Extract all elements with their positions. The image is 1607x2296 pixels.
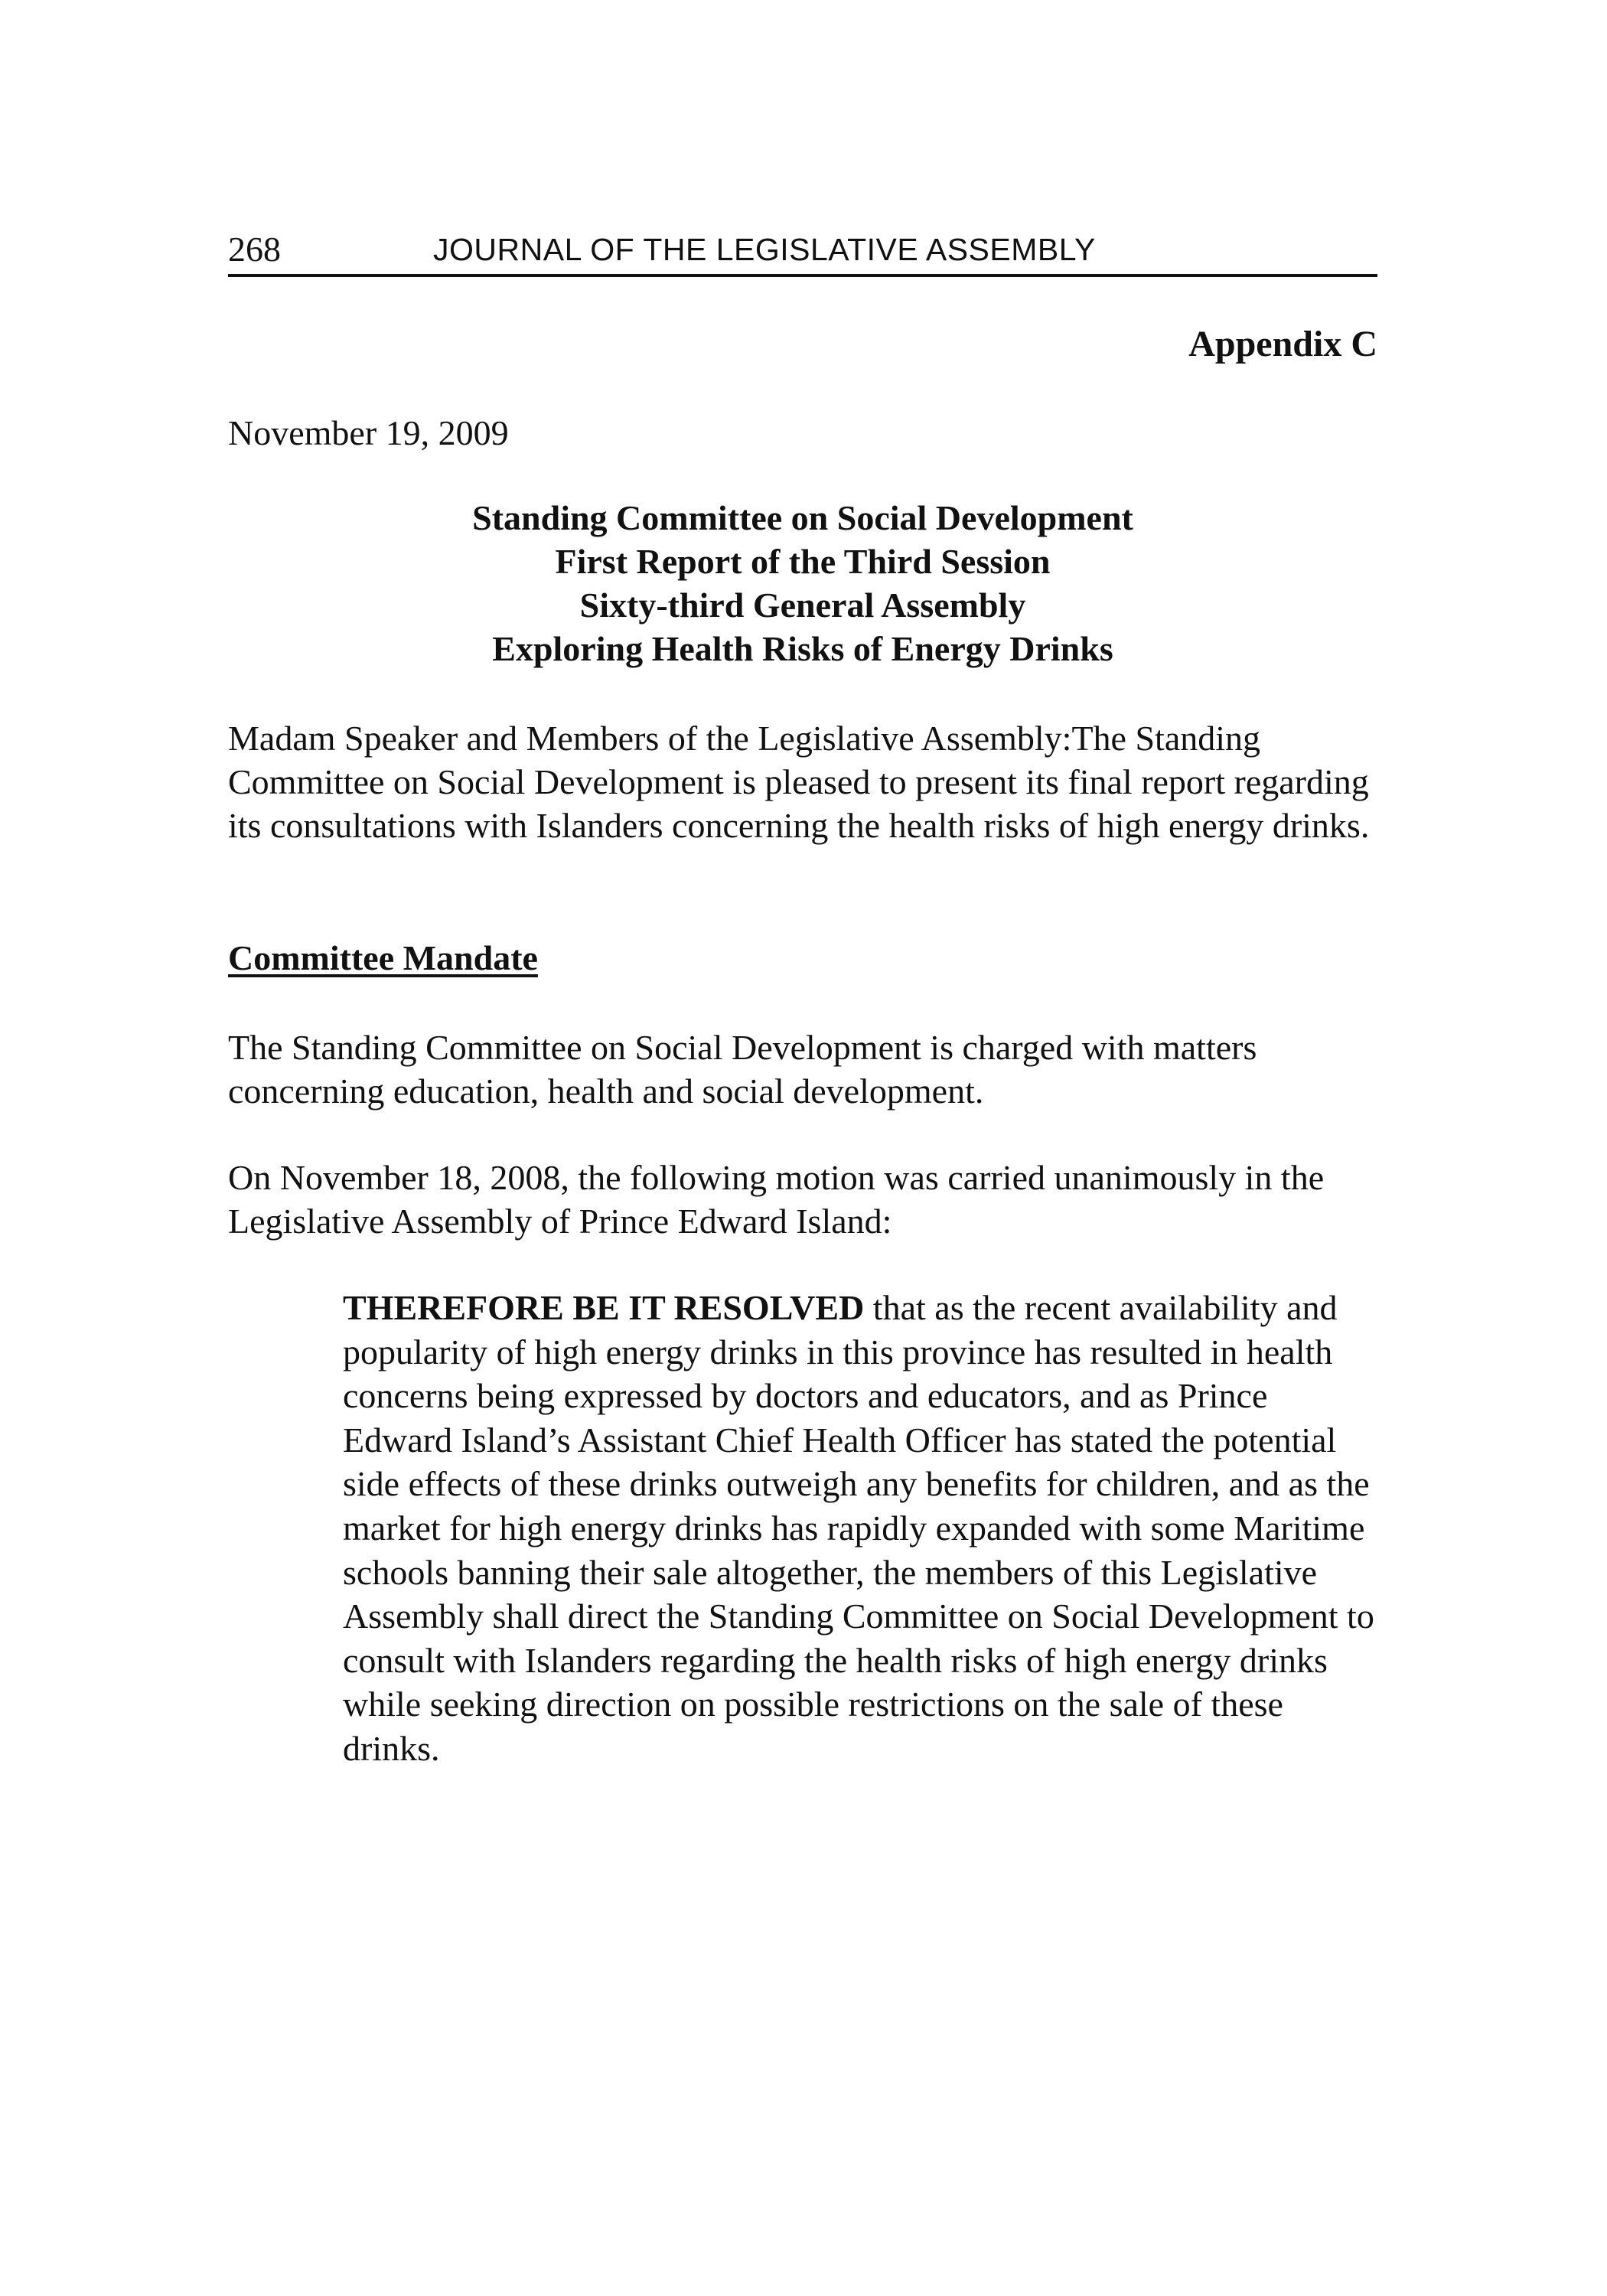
motion-intro-paragraph: On November 18, 2008, the following motion was carried unanimously in the Legislative Assembly of Prince Edward Island: [228,1158,1325,1241]
resolution-block [343,1286,1377,1771]
report-title-line-1: Standing Committee on Social Development [472,498,1133,537]
resolution-text: that as the recent availability and popularity of high energy drinks in this province has resulted in health concerns being expressed by doctors and educators, and as Prince Edward Island’s Assistant Chief Health Officer has stated the potential side effects of these drinks outweigh any benefits for children, and as the market for high energy drinks has rapidly expanded with some Maritime schools banning their sale altogether, the members of this Legislative Assembly shall direct the Standing Committee on Social Development to consult with Islanders regarding the health risks of high energy drinks while seeking direction on possible restrictions on the sale of these drinks. [343,1288,1374,1768]
report-title-line-2: First Report of the Third Session [555,542,1051,581]
intro-paragraph: Madam Speaker and Members of the Legislative Assembly:The Standing Committee on Social Development is pleased to present its final report regarding its consultations with Islanders concerning the health risks of high energy drinks. [228,719,1370,845]
running-header [228,227,1377,277]
report-title [228,496,1377,670]
appendix-label: Appendix C [1188,324,1377,364]
report-title-line-3: Sixty-third General Assembly [579,585,1026,625]
resolution-lead: THEREFORE BE IT RESOLVED [343,1288,865,1327]
document-date: November 19, 2009 [228,413,509,452]
journal-title: JOURNAL OF THE LEGISLATIVE ASSEMBLY [433,232,1096,267]
mandate-paragraph: The Standing Committee on Social Development is charged with matters concerning education, health and social development. [228,1028,1257,1110]
report-title-line-4: Exploring Health Risks of Energy Drinks [492,629,1113,668]
page-number: 268 [228,230,281,269]
section-heading-committee-mandate: Committee Mandate [228,938,538,977]
